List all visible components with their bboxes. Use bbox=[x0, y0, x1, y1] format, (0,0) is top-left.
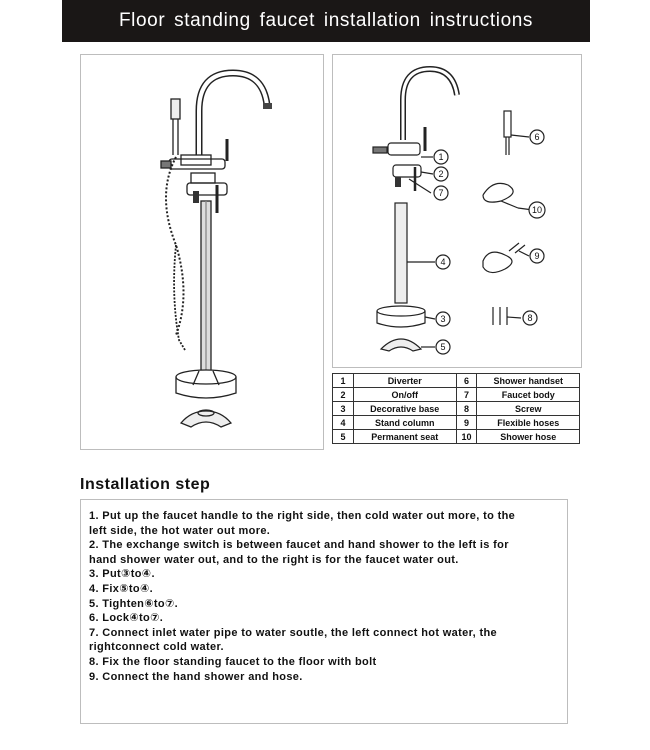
installation-heading: Installation step bbox=[80, 476, 211, 493]
callout-10 bbox=[529, 202, 545, 218]
parts-table-row bbox=[333, 430, 580, 444]
installation-step-line: 8. Fix the floor standing faucet to the floor with bolt bbox=[89, 655, 377, 668]
part-number: 1 bbox=[333, 374, 354, 388]
part-number: 5 bbox=[333, 430, 354, 444]
part-name: Permanent seat bbox=[353, 430, 456, 444]
parts-table-body bbox=[333, 374, 580, 444]
part-name: Shower handset bbox=[477, 374, 580, 388]
assembled-faucet-drawing bbox=[81, 55, 323, 449]
parts-table-row bbox=[333, 402, 580, 416]
svg-text:1: 1 bbox=[438, 152, 444, 162]
callout-8 bbox=[523, 311, 537, 325]
callout-2 bbox=[434, 167, 448, 181]
part-number: 9 bbox=[456, 416, 477, 430]
installation-step-line: 9. Connect the hand shower and hose. bbox=[89, 670, 303, 683]
svg-text:8: 8 bbox=[527, 313, 533, 323]
svg-text:2: 2 bbox=[438, 169, 444, 179]
installation-step-line: 5. Tighten⑥to⑦. bbox=[89, 597, 179, 610]
svg-text:5: 5 bbox=[440, 342, 446, 352]
callout-5 bbox=[436, 340, 450, 354]
callout-7 bbox=[434, 186, 448, 200]
parts-table-row bbox=[333, 388, 580, 402]
installation-steps-list bbox=[89, 509, 555, 684]
svg-text:7: 7 bbox=[438, 188, 444, 198]
svg-text:10: 10 bbox=[531, 205, 543, 215]
parts-table-row bbox=[333, 416, 580, 430]
exploded-parts-panel bbox=[332, 54, 582, 368]
part-name: Stand column bbox=[353, 416, 456, 430]
part-name: Shower hose bbox=[477, 430, 580, 444]
installation-step-line: 1. Put up the faucet handle to the right side, then cold water out more, to the bbox=[89, 510, 516, 522]
part-number: 10 bbox=[456, 430, 477, 444]
callout-9 bbox=[530, 249, 544, 263]
part-number: 7 bbox=[456, 388, 477, 402]
installation-step-line: 6. Lock④to⑦. bbox=[89, 612, 164, 625]
part-name: Diverter bbox=[353, 374, 456, 388]
callout-1 bbox=[434, 150, 448, 164]
installation-step-line: left side, the hot water out more. bbox=[89, 524, 271, 537]
installation-step-line: 7. Connect inlet water pipe to water soutle, the left connect hot water, the bbox=[89, 626, 497, 639]
part-number: 6 bbox=[456, 374, 477, 388]
page-title: Floor standing faucet installation instructions bbox=[118, 10, 534, 31]
part-name: Decorative base bbox=[353, 402, 456, 416]
parts-table-row bbox=[333, 374, 580, 388]
assembled-faucet-panel bbox=[80, 54, 324, 450]
installation-step-line: 2. The exchange switch is between faucet and hand shower to the left is for bbox=[89, 539, 509, 552]
installation-step-line: rightconnect cold water. bbox=[89, 641, 224, 654]
part-number: 3 bbox=[333, 402, 354, 416]
installation-step-line: 3. Put③to④. bbox=[89, 568, 155, 581]
part-number: 2 bbox=[333, 388, 354, 402]
svg-text:6: 6 bbox=[534, 132, 540, 142]
installation-step-line: 4. Fix⑤to④. bbox=[89, 582, 154, 595]
callout-6 bbox=[530, 130, 544, 144]
part-number: 4 bbox=[333, 416, 354, 430]
svg-text:4: 4 bbox=[440, 257, 446, 267]
part-name: Faucet body bbox=[477, 388, 580, 402]
page-title-bar bbox=[62, 0, 590, 42]
part-name: On/off bbox=[353, 388, 456, 402]
installation-steps-box bbox=[80, 499, 568, 724]
parts-table bbox=[332, 373, 580, 444]
part-name: Screw bbox=[477, 402, 580, 416]
svg-text:9: 9 bbox=[534, 251, 540, 261]
part-name: Flexible hoses bbox=[477, 416, 580, 430]
callout-3 bbox=[436, 312, 450, 326]
part-number: 8 bbox=[456, 402, 477, 416]
svg-text:3: 3 bbox=[440, 314, 446, 324]
exploded-parts-drawing bbox=[333, 55, 581, 367]
callout-4 bbox=[436, 255, 450, 269]
installation-step-line: hand shower water out, and to the right is for the faucet water out. bbox=[89, 553, 459, 566]
